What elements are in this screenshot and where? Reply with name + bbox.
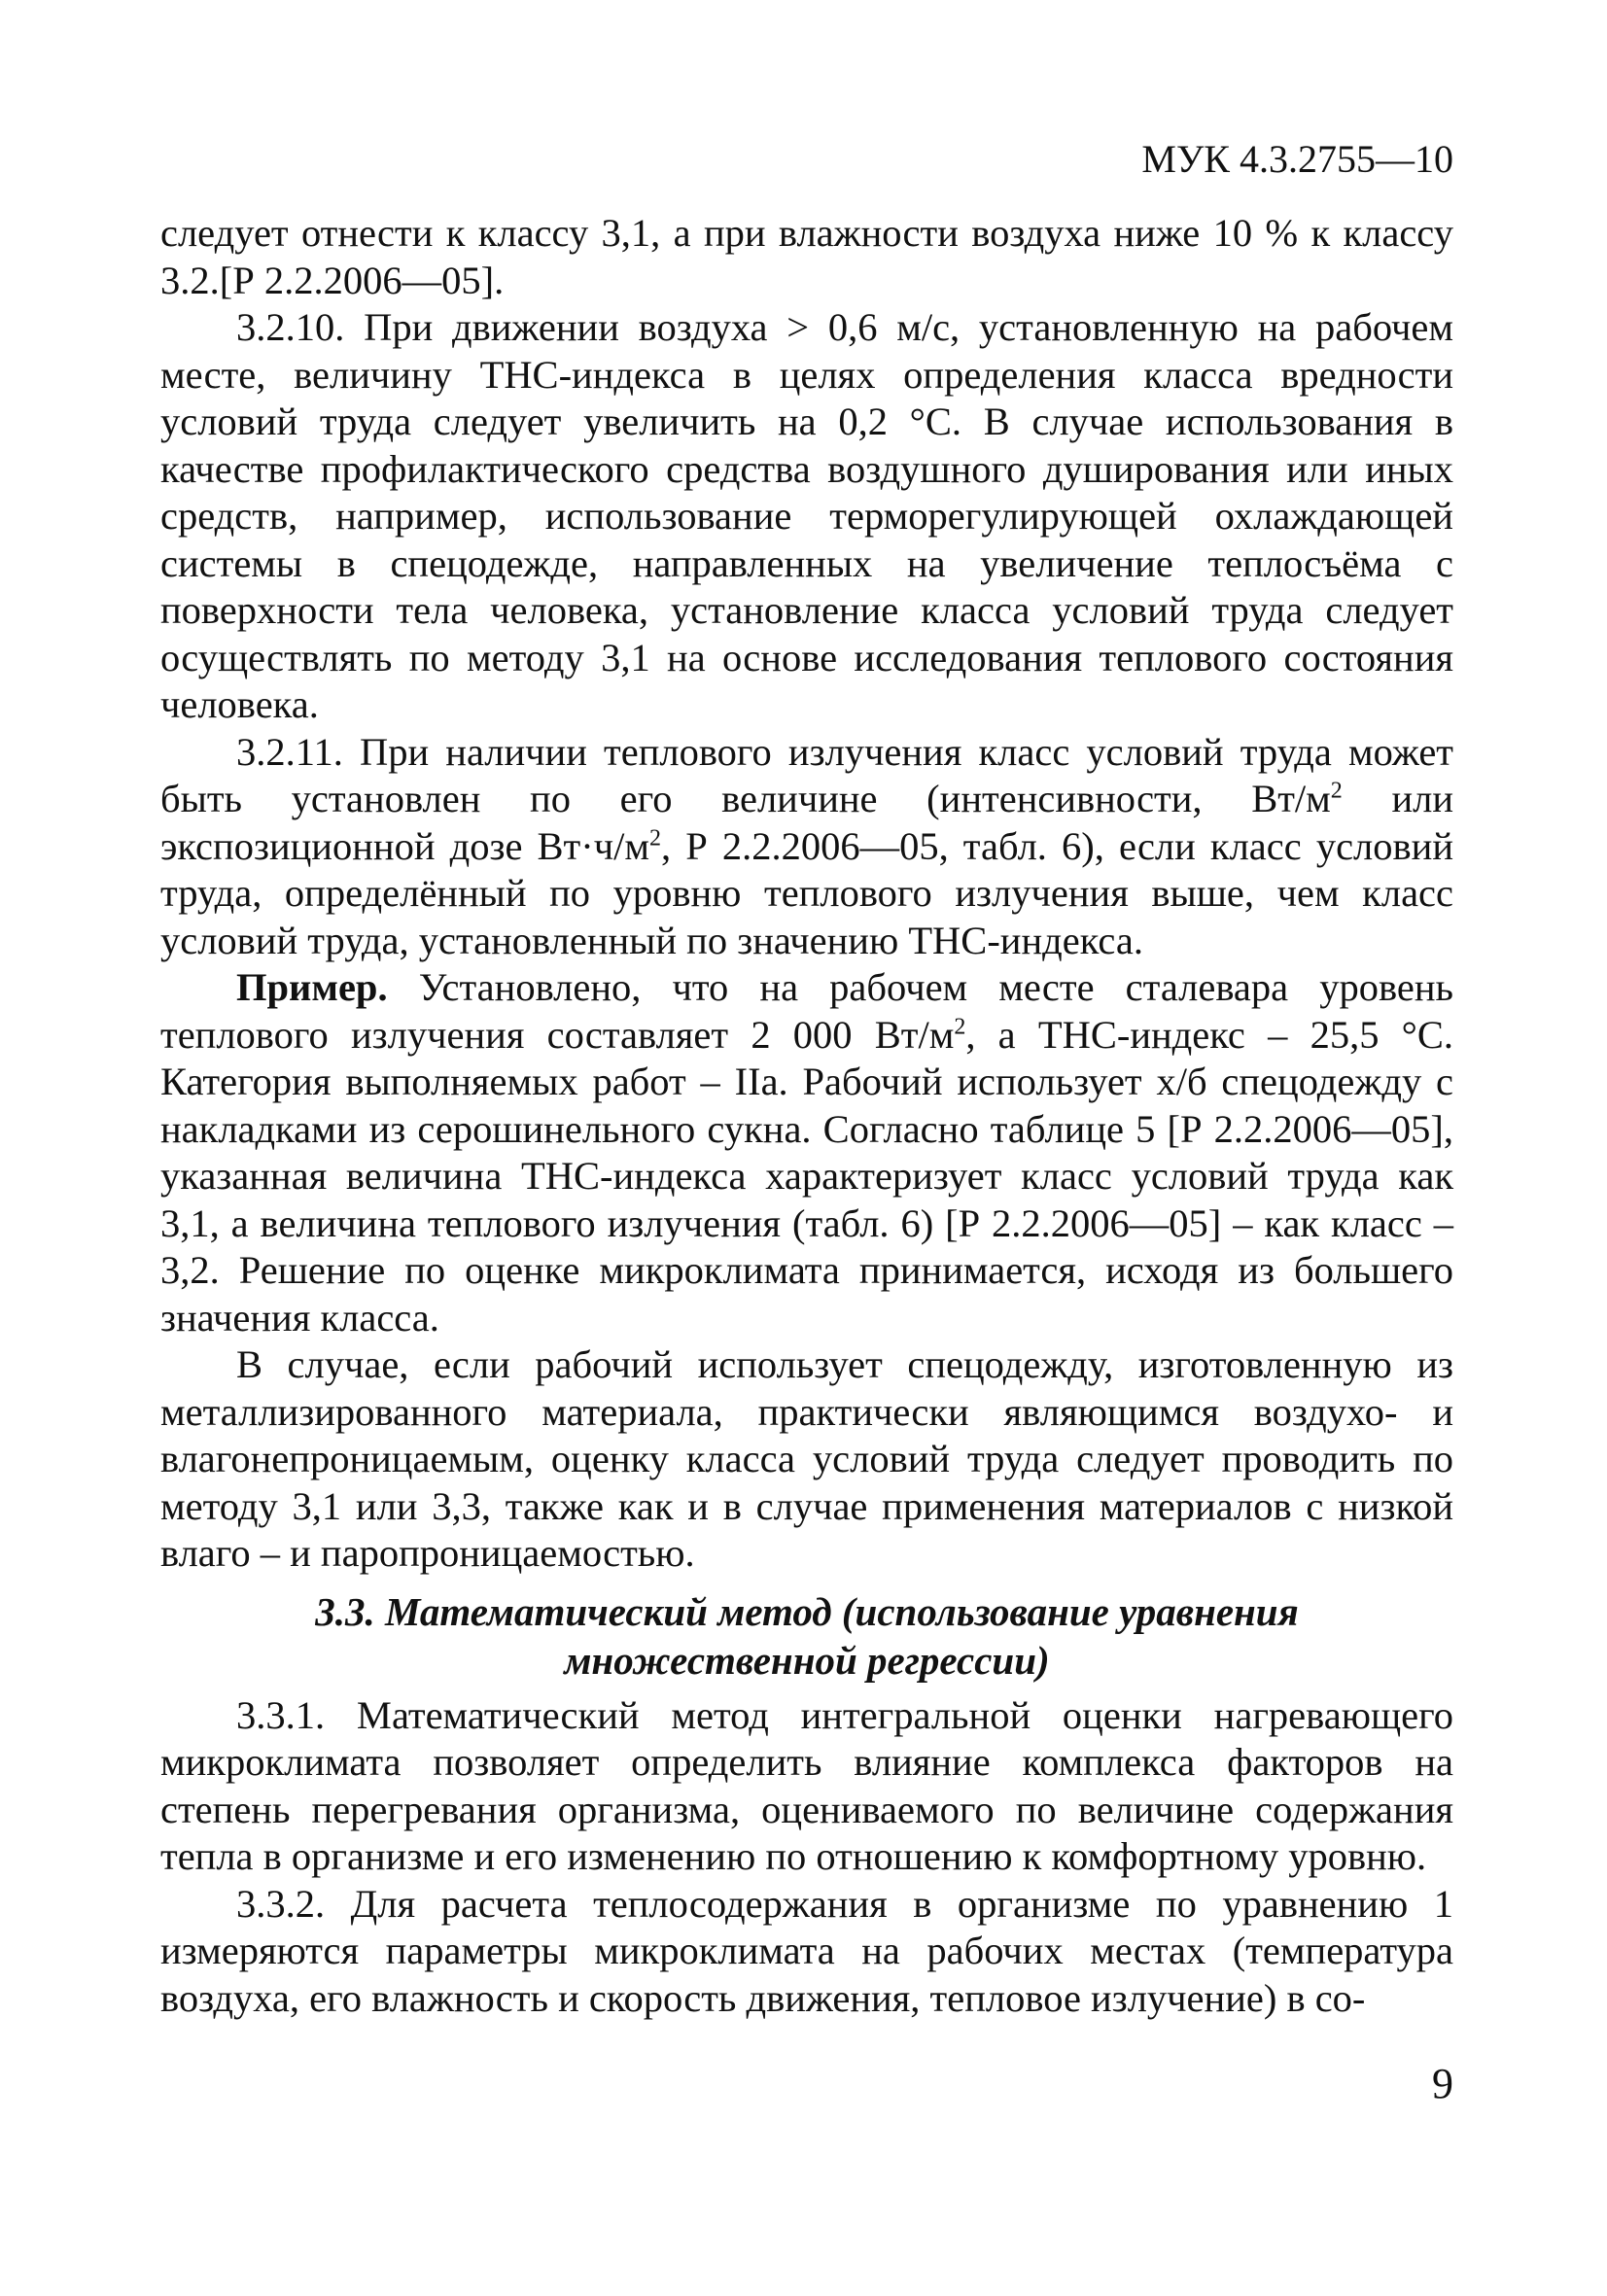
section-heading-3-3 (160, 1587, 1453, 1685)
paragraph-special-clothing: В случае, если рабочий использует спецодежду, изготовленную из металлизированного материала, практически являющимся воздухо- и влагонепроницаемым, оценку класса условий труда следует проводить по методу 3,1 или 3,3, также как и в случае применения материалов с низкой влаго – и паропроницаемостью. (160, 1342, 1453, 1575)
paragraph-text: 3.2.11. При наличии теплового излучения класс условий труда может быть установлен по его величине (интенсивности, Вт/м (160, 729, 1453, 820)
paragraph-3-2-10: 3.2.10. При движении воздуха > 0,6 м/с, установленную на рабочем месте, величину ТНС-индекса в целях определения класса вредности условий труда следует увеличить на 0,2 °С. В случае использования в качестве профилактического средства воздушного душирования или иных средств, например, использование терморегулирующей охлаждающей системы в спецодежде, направленных на увеличение теплосъёма с поверхности тела человека, установление класса условий труда следует осуществлять по методу 3,1 на основе исследования теплового состояния человека. (160, 305, 1453, 726)
example-label: Пример. (236, 965, 388, 1009)
document-page (160, 136, 1453, 2022)
paragraph-3-3-1: 3.3.1. Математический метод интегральной оценки нагревающего микроклимата позволяет определить влияние комплекса факторов на степень перегревания организма, оцениваемого по величине содержания тепла в организме и его изменению по отношению к комфортному уровню. (160, 1692, 1453, 1878)
paragraph-3-3-2: 3.3.2. Для расчета теплосодержания в организме по уравнению 1 измеряются параметры микроклимата на рабочих местах (температура воздуха, его влажность и скорость движения, тепловое излучение) в со- (160, 1881, 1453, 2020)
document-code-header: МУК 4.3.2755—10 (1141, 137, 1453, 181)
paragraph-text: Установлено, что на рабочем месте сталевара уровень теплового излучения составляет 2 000 Вт/м (160, 965, 1453, 1057)
paragraph-example (160, 964, 1453, 1341)
page-number: 9 (1432, 2060, 1453, 2107)
paragraph-text: , Р 2.2.2006—05, табл. 6), если класс условий труда, определённый по уровню теплового излучения выше, чем класс условий труда, установленный по значению ТНС-индекса. (160, 823, 1453, 962)
section-heading-line: 3.3. Математический метод (использование уравнения (315, 1588, 1299, 1634)
superscript: 2 (954, 1014, 966, 1039)
paragraph-text: или экспозиционной дозе Вт·ч/м (160, 777, 1454, 868)
paragraph-3-2-11 (160, 729, 1453, 965)
section-heading-line: множественной регрессии) (564, 1637, 1050, 1683)
superscript: 2 (1330, 778, 1343, 804)
superscript: 2 (648, 825, 661, 851)
paragraph-text: , а ТНС-индекс – 25,5 °С. Категория выполняемых работ – IIа. Рабочий использует х/б спецодежду с накладками из серошинельного сукна. Согласно таблице 5 [Р 2.2.2006—05], указанная величина ТНС-индекса характеризует класс условий труда как 3,1, а величина теплового излучения (табл. 6) [Р 2.2.2006—05] – как класс – 3,2. Решение по оценке микроклимата принимается, исходя из большего значения класса. (160, 1012, 1453, 1339)
paragraph-continuation: следует отнести к классу 3,1, а при влажности воздуха ниже 10 % к классу 3.2.[Р 2.2.2006—05]. (160, 211, 1453, 302)
